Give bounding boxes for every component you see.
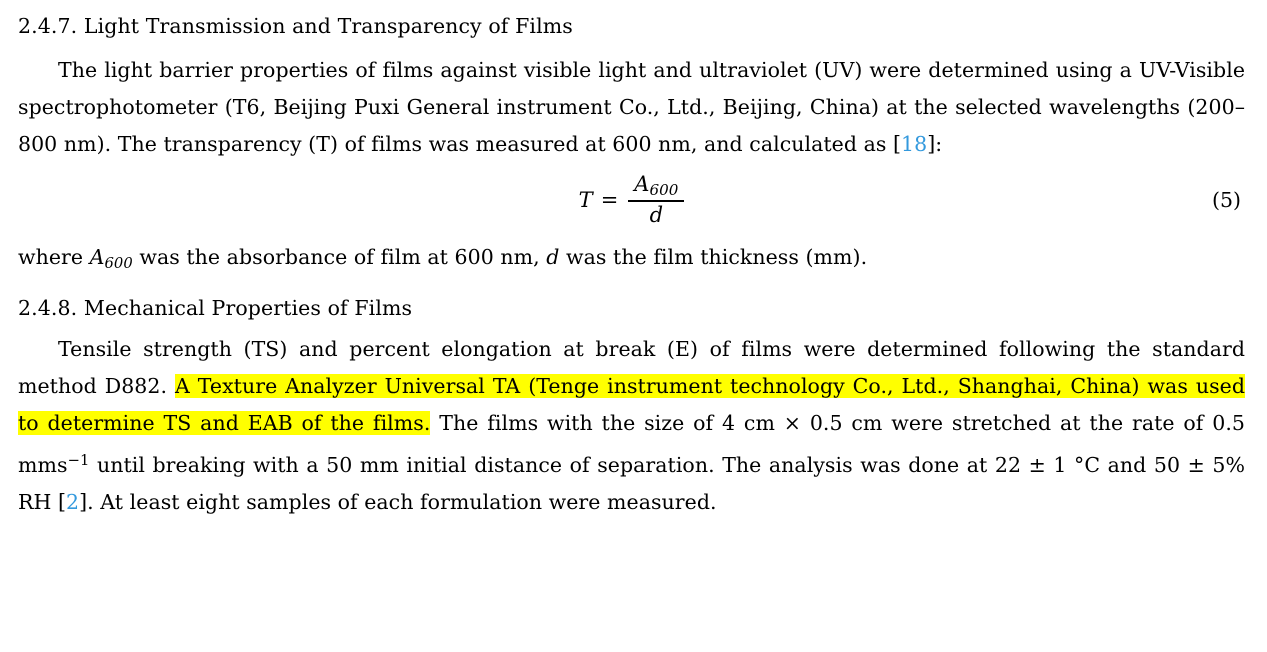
equation-denominator: d bbox=[649, 202, 664, 227]
equation-number: (5) bbox=[1211, 187, 1241, 212]
variable-a600: A bbox=[89, 244, 105, 269]
definition-prefix: where bbox=[18, 244, 90, 269]
equation-lhs: T bbox=[578, 187, 593, 212]
equation-5-block bbox=[18, 169, 1245, 231]
highlighted-text: A Texture Analyzer Universal TA (Tenge instrument technology Co., Ltd., Shanghai, China) was used to determine TS and EAB of the films. bbox=[18, 374, 1245, 436]
mechanical-text-part3: until breaking with a 50 mm initial distance of separation. The analysis was done at 22 ± 1 °C and 50 ± 5% RH [ bbox=[18, 453, 1245, 515]
paragraph-transparency-text-part1: The light barrier properties of films against visible light and ultraviolet (UV) were determined using a UV-Visible spectrophotometer (T6, Beijing Puxi General instrument Co., Ltd., Beijing, China) at the selected wavelengths (200–800 nm). The transparency (T) of films was measured at 600 nm, and calculated as [ bbox=[18, 57, 1245, 156]
section-heading-2-4-8: 2.4.8. Mechanical Properties of Films bbox=[18, 295, 413, 320]
paragraph-transparency bbox=[18, 52, 1245, 163]
citation-18[interactable]: 18 bbox=[901, 131, 928, 156]
equation-numerator-subscript: 600 bbox=[649, 180, 679, 199]
paragraph-transparency-text-part2: ]: bbox=[927, 131, 943, 156]
superscript-minus-one: −1 bbox=[67, 452, 90, 470]
citation-2[interactable]: 2 bbox=[66, 490, 80, 515]
equation-numerator-base: A bbox=[634, 171, 650, 196]
equation-equals-sign: = bbox=[600, 187, 619, 212]
mechanical-text-part4: ]. At least eight samples of each formulation were measured. bbox=[79, 490, 717, 515]
section-heading-2-4-7: 2.4.7. Light Transmission and Transparency of Films bbox=[18, 14, 573, 38]
paragraph-mechanical-properties bbox=[18, 331, 1245, 521]
equation-fraction bbox=[628, 173, 684, 227]
equation-5 bbox=[579, 173, 685, 227]
mechanical-text-part1: Tensile strength (TS) and percent elongation at break (E) of films were determined following the standard method D882. bbox=[18, 337, 1245, 399]
paragraph-equation-definitions bbox=[18, 239, 1245, 282]
variable-d: d bbox=[546, 244, 560, 269]
definition-suffix: was the film thickness (mm). bbox=[559, 244, 868, 269]
variable-a600-subscript: 600 bbox=[104, 254, 133, 272]
mechanical-text-part2: The films with the size of 4 cm × 0.5 cm were stretched at the rate of 0.5 mms bbox=[18, 411, 1245, 478]
equation-numerator bbox=[628, 173, 684, 201]
definition-middle: was the absorbance of film at 600 nm, bbox=[132, 244, 547, 269]
